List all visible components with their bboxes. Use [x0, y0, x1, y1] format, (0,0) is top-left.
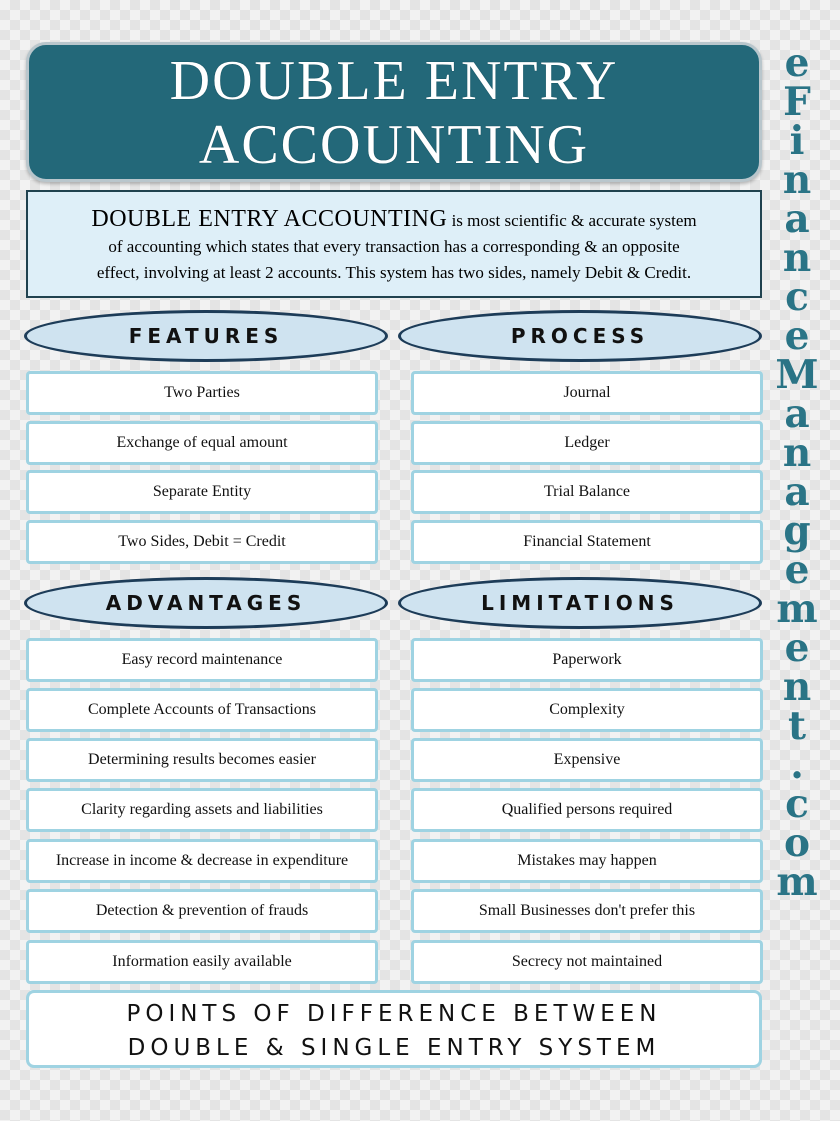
process-item: Ledger: [411, 421, 763, 465]
definition-box: [26, 190, 762, 298]
title-line-1: DOUBLE ENTRY: [169, 50, 619, 112]
process-item: Journal: [411, 371, 763, 415]
advantage-item: Information easily available: [26, 940, 378, 984]
advantage-item: Determining results becomes easier: [26, 738, 378, 782]
definition-text-1: is most scientific & accurate system: [447, 211, 697, 230]
feature-item: Two Parties: [26, 371, 378, 415]
advantage-item: Easy record maintenance: [26, 638, 378, 682]
advantage-item: Increase in income & decrease in expenditure: [26, 839, 378, 883]
definition-term: DOUBLE ENTRY ACCOUNTING: [91, 206, 448, 232]
features-heading: FEATURES: [24, 310, 388, 362]
footer-line-2: DOUBLE & SINGLE ENTRY SYSTEM: [127, 1035, 661, 1061]
site-watermark: eFinanceManagement.com: [774, 40, 820, 898]
feature-item: Two Sides, Debit = Credit: [26, 520, 378, 564]
feature-item: Exchange of equal amount: [26, 421, 378, 465]
limitation-item: Small Businesses don't prefer this: [411, 889, 763, 933]
feature-item: Separate Entity: [26, 470, 378, 514]
footer-box: [26, 990, 762, 1068]
limitation-item: Complexity: [411, 688, 763, 732]
footer-line-1: POINTS OF DIFFERENCE BETWEEN: [126, 1001, 662, 1027]
limitation-item: Qualified persons required: [411, 788, 763, 832]
title-line-2: ACCOUNTING: [198, 114, 590, 176]
process-item: Trial Balance: [411, 470, 763, 514]
process-heading: PROCESS: [398, 310, 762, 362]
title-banner: [26, 42, 762, 182]
advantage-item: Detection & prevention of frauds: [26, 889, 378, 933]
limitations-heading: LIMITATIONS: [398, 577, 762, 629]
limitation-item: Secrecy not maintained: [411, 940, 763, 984]
advantage-item: Complete Accounts of Transactions: [26, 688, 378, 732]
process-item: Financial Statement: [411, 520, 763, 564]
advantage-item: Clarity regarding assets and liabilities: [26, 788, 378, 832]
limitation-item: Paperwork: [411, 638, 763, 682]
definition-text-3: effect, involving at least 2 accounts. This system has two sides, namely Debit & Credit.: [96, 263, 692, 282]
limitation-item: Mistakes may happen: [411, 839, 763, 883]
limitation-item: Expensive: [411, 738, 763, 782]
advantages-heading: ADVANTAGES: [24, 577, 388, 629]
definition-text-2: of accounting which states that every transaction has a corresponding & an opposite: [108, 237, 680, 256]
